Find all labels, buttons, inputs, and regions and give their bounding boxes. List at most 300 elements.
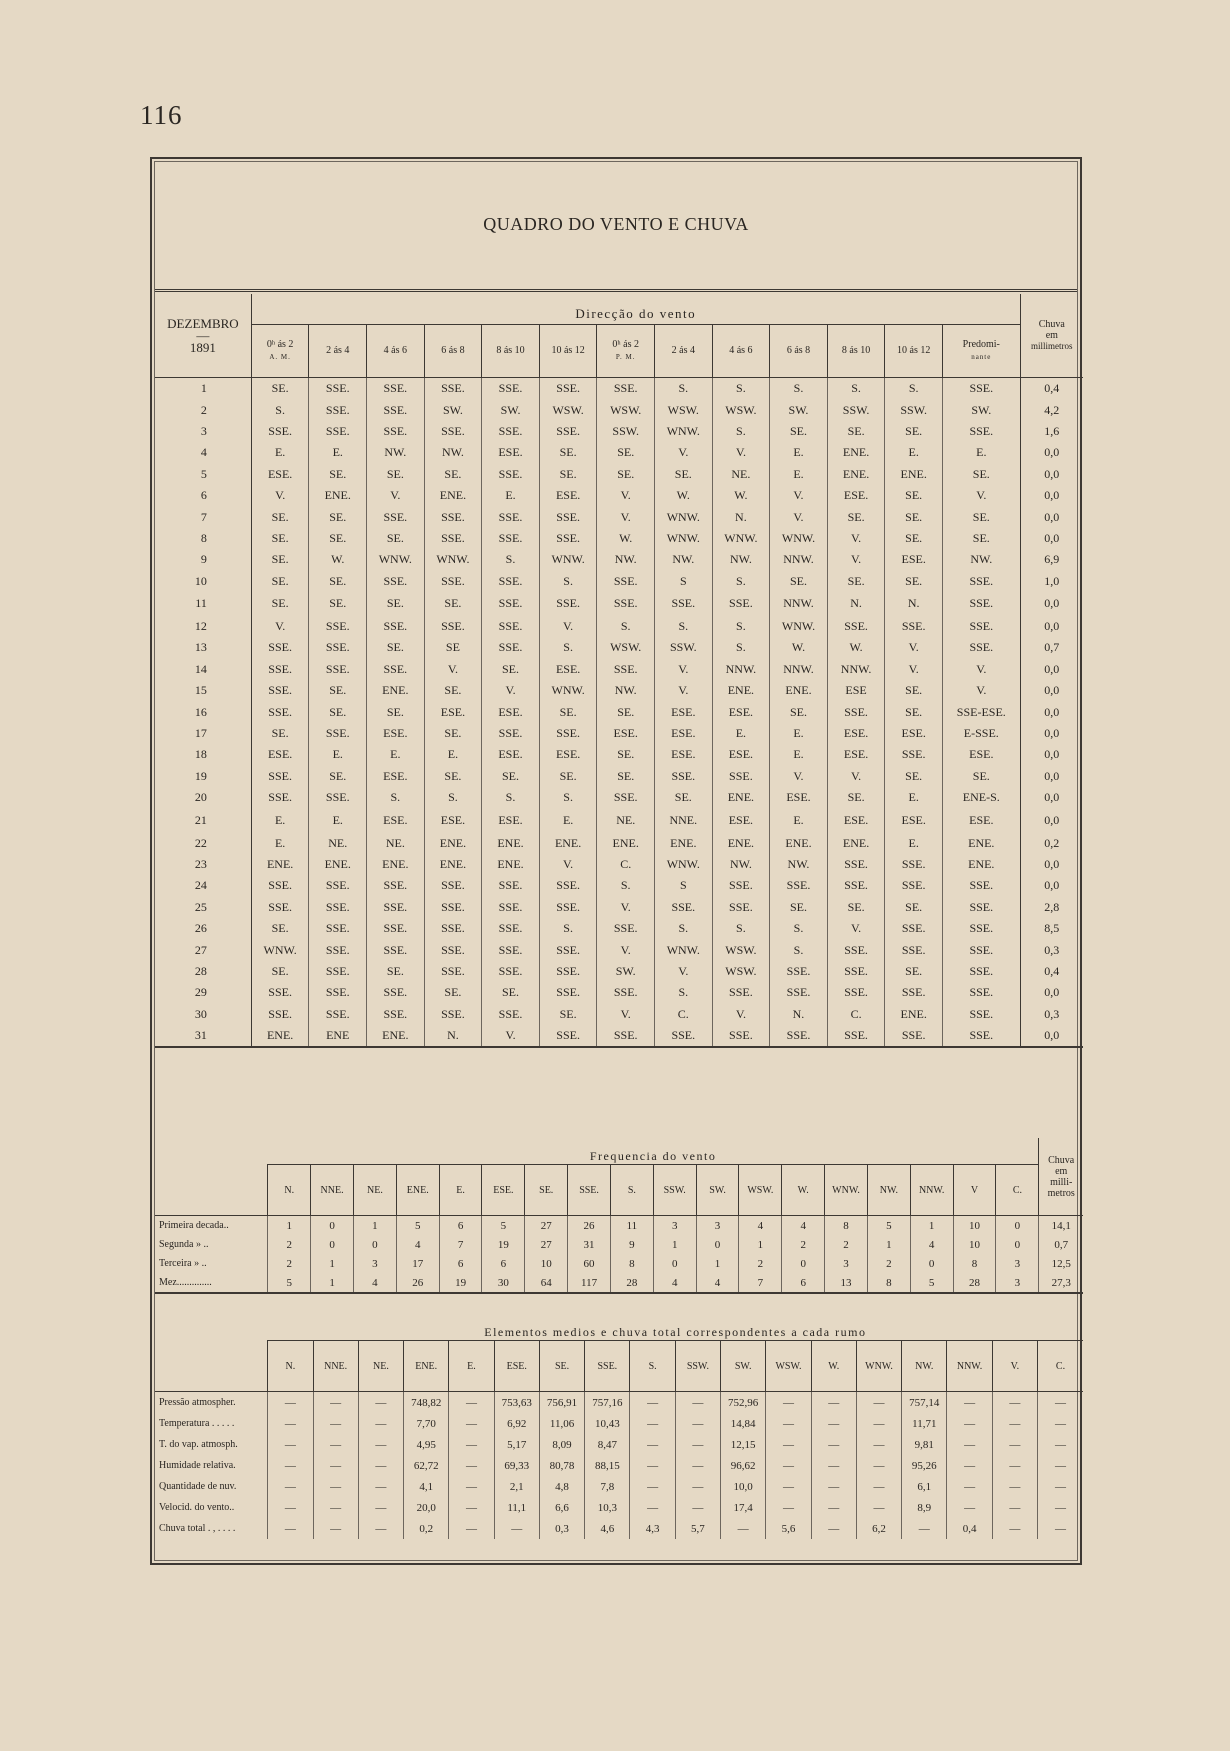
element-cell: — [766, 1497, 811, 1518]
direction-cell: SSE. [482, 897, 540, 918]
frequency-cell: 0 [696, 1235, 739, 1254]
direction-cell: SE. [885, 680, 943, 701]
elements-caption [268, 1318, 1083, 1341]
direction-cell: ESE. [482, 808, 540, 832]
direction-cell: SE. [655, 787, 713, 808]
direction-cell: SSE. [424, 961, 482, 982]
direction-cell: SSE. [942, 378, 1020, 400]
direction-cell: SSE. [482, 875, 540, 896]
frequency-cell: 10 [953, 1216, 996, 1236]
direction-cell: ESE. [712, 744, 770, 765]
rain-header-line2: em [1045, 330, 1058, 341]
frequency-cell: 17 [396, 1254, 439, 1273]
direction-cell: ENE. [712, 787, 770, 808]
direction-cell: SSE. [655, 1025, 713, 1047]
frequency-cell: 64 [525, 1273, 568, 1293]
direction-cell: SSE. [942, 939, 1020, 960]
direction-cell: SSE. [367, 897, 425, 918]
direction-cell: ESE. [367, 808, 425, 832]
direction-cell: SSE. [827, 701, 885, 722]
direction-cell: ENE-S. [942, 787, 1020, 808]
element-cell: 6,2 [856, 1518, 901, 1539]
direction-cell: SSE. [251, 659, 309, 680]
element-cell: — [268, 1413, 313, 1434]
direction-cell: V. [597, 897, 655, 918]
frequency-cell: 5 [867, 1216, 910, 1236]
direction-header: SE. [525, 1165, 568, 1216]
rain-cell: 0,0 [1020, 982, 1083, 1003]
element-cell: — [675, 1413, 720, 1434]
day-cell: 18 [155, 744, 251, 765]
frequency-cell: 4 [696, 1273, 739, 1293]
direction-cell: SSE. [539, 528, 597, 549]
direction-cell: SE. [770, 571, 828, 592]
direction-cell: SSE. [309, 1004, 367, 1025]
direction-cell: SSE. [539, 961, 597, 982]
direction-cell: SE. [885, 961, 943, 982]
direction-cell: SSE. [482, 464, 540, 485]
rain-cell: 0,0 [1020, 680, 1083, 701]
frequency-cell: 6 [439, 1216, 482, 1236]
direction-cell: SE. [655, 464, 713, 485]
direction-cell: SSE. [827, 875, 885, 896]
day-cell: 26 [155, 918, 251, 939]
direction-cell: WNW. [655, 854, 713, 875]
direction-cell: S. [655, 982, 713, 1003]
element-cell: — [1038, 1392, 1084, 1414]
element-cell: — [313, 1476, 358, 1497]
element-cell: — [1038, 1434, 1084, 1455]
rain-cell: 0,3 [1020, 939, 1083, 960]
element-cell: — [721, 1518, 766, 1539]
time-header [827, 325, 885, 378]
direction-header: NNE. [313, 1341, 358, 1392]
direction-cell: S. [712, 571, 770, 592]
direction-cell: ESE. [597, 723, 655, 744]
direction-cell: V. [942, 659, 1020, 680]
day-cell: 11 [155, 592, 251, 616]
direction-cell: V. [251, 485, 309, 506]
table-row [155, 680, 1083, 701]
direction-cell: SSW. [597, 421, 655, 442]
direction-cell: SE. [539, 1004, 597, 1025]
direction-cell: ENE. [424, 485, 482, 506]
frequency-cell: 2 [825, 1235, 868, 1254]
freq-rain-line2: em [1055, 1165, 1068, 1177]
frequency-cell: 0 [354, 1235, 397, 1254]
element-cell: 7,70 [404, 1413, 449, 1434]
wind-elements-table [155, 1318, 1083, 1539]
direction-header: NE. [358, 1341, 403, 1392]
frequency-caption [268, 1138, 1039, 1165]
time-header-main: 0ʰ ás 2 [612, 339, 639, 350]
direction-cell: V. [482, 680, 540, 701]
direction-cell: ENE. [539, 832, 597, 853]
element-cell: — [811, 1392, 856, 1414]
direction-cell: SSE. [597, 918, 655, 939]
rain-cell: 1,6 [1020, 421, 1083, 442]
direction-cell: SW. [942, 399, 1020, 420]
direction-cell: SE. [251, 549, 309, 570]
element-cell: — [766, 1455, 811, 1476]
direction-cell: SE. [367, 637, 425, 658]
table-row [155, 918, 1083, 939]
direction-cell: C. [827, 1004, 885, 1025]
direction-cell: SSE. [309, 918, 367, 939]
frequency-cell: 30 [482, 1273, 525, 1293]
table-row [155, 766, 1083, 787]
direction-cell: ENE. [942, 854, 1020, 875]
frequency-cell: 2 [268, 1235, 311, 1254]
element-cell: 5,6 [766, 1518, 811, 1539]
direction-cell: SSE. [309, 723, 367, 744]
direction-cell: NNW. [712, 659, 770, 680]
element-cell: 4,8 [539, 1476, 584, 1497]
direction-cell: W. [309, 549, 367, 570]
element-cell: — [992, 1497, 1037, 1518]
direction-cell: SSE. [539, 982, 597, 1003]
direction-cell: S. [482, 549, 540, 570]
direction-cell: E-SSE. [942, 723, 1020, 744]
direction-cell: ESE. [655, 701, 713, 722]
element-cell: 756,91 [539, 1392, 584, 1414]
direction-cell: V. [655, 659, 713, 680]
direction-cell: ESE. [424, 808, 482, 832]
element-cell: — [856, 1497, 901, 1518]
element-cell: — [449, 1392, 494, 1414]
direction-cell: SE. [885, 701, 943, 722]
time-header-main: 6 ás 8 [441, 345, 465, 356]
direction-cell: ESE. [712, 808, 770, 832]
direction-cell: SE. [597, 442, 655, 463]
time-header [942, 325, 1020, 378]
direction-cell: SSE. [309, 659, 367, 680]
frequency-cell: 19 [482, 1235, 525, 1254]
day-cell: 30 [155, 1004, 251, 1025]
rain-cell: 0,0 [1020, 506, 1083, 527]
direction-cell: SE. [424, 464, 482, 485]
direction-cell: SE. [539, 442, 597, 463]
direction-cell: S. [712, 421, 770, 442]
direction-cell: SE. [309, 766, 367, 787]
time-header-main: 2 ás 4 [671, 345, 695, 356]
frequency-cell: 1 [311, 1254, 354, 1273]
day-cell: 31 [155, 1025, 251, 1047]
direction-cell: SSE. [942, 897, 1020, 918]
row-label: Segunda » .. [159, 1239, 209, 1250]
time-header [655, 325, 713, 378]
direction-cell: SW. [424, 399, 482, 420]
element-cell: — [766, 1434, 811, 1455]
direction-cell: WNW. [655, 939, 713, 960]
day-cell: 2 [155, 399, 251, 420]
direction-cell: SE. [597, 766, 655, 787]
element-cell: — [1038, 1518, 1084, 1539]
element-cell: — [856, 1392, 901, 1414]
direction-cell: SSE. [309, 939, 367, 960]
direction-cell: SE. [770, 897, 828, 918]
direction-cell: ENE. [770, 680, 828, 701]
element-cell: — [992, 1434, 1037, 1455]
day-cell: 6 [155, 485, 251, 506]
element-cell: — [1038, 1413, 1084, 1434]
direction-cell: E. [251, 832, 309, 853]
direction-cell: SSE. [424, 939, 482, 960]
direction-header: NNW. [947, 1341, 992, 1392]
direction-cell: V. [827, 918, 885, 939]
direction-cell: ENE. [309, 485, 367, 506]
direction-cell: SSE. [885, 875, 943, 896]
time-header-sub: P. M. [615, 353, 636, 361]
direction-cell: SE. [424, 766, 482, 787]
direction-cell: SSE. [367, 506, 425, 527]
time-header [712, 325, 770, 378]
element-cell: — [675, 1392, 720, 1414]
direction-cell: SSE. [712, 982, 770, 1003]
row-label: Terceira » .. [159, 1258, 207, 1269]
direction-cell: SSE. [482, 616, 540, 637]
rain-cell: 1,0 [1020, 571, 1083, 592]
direction-cell: S. [539, 571, 597, 592]
direction-cell: ESE [827, 680, 885, 701]
table-row [155, 421, 1083, 442]
direction-cell: SE. [424, 723, 482, 744]
direction-cell: SSE. [942, 616, 1020, 637]
direction-cell: SSE. [309, 897, 367, 918]
element-cell: — [449, 1497, 494, 1518]
rain-cell: 2,8 [1020, 897, 1083, 918]
direction-cell: SE. [251, 378, 309, 400]
direction-cell: SSE. [367, 875, 425, 896]
direction-cell: ESE. [539, 485, 597, 506]
element-cell: — [313, 1413, 358, 1434]
direction-cell: SSE. [424, 421, 482, 442]
frequency-cell: 8 [953, 1254, 996, 1273]
time-header-main: 2 ás 4 [326, 345, 350, 356]
time-header-main: Predomi- [962, 339, 1000, 350]
direction-header: N. [268, 1165, 311, 1216]
direction-cell: SE. [482, 982, 540, 1003]
frequency-cell: 4 [910, 1235, 953, 1254]
direction-cell: E. [309, 744, 367, 765]
direction-cell: S. [539, 787, 597, 808]
table-row [155, 592, 1083, 616]
direction-cell: SSE. [597, 571, 655, 592]
frequency-cell: 1 [867, 1235, 910, 1254]
month-label: DEZEMBRO [167, 315, 239, 331]
direction-cell: SSE. [367, 421, 425, 442]
direction-cell: NNW. [770, 659, 828, 680]
element-cell: — [313, 1497, 358, 1518]
frequency-cell: 6 [482, 1254, 525, 1273]
rain-cell: 0,7 [1020, 637, 1083, 658]
time-header [482, 325, 540, 378]
direction-cell: SSE. [424, 528, 482, 549]
day-cell: 9 [155, 549, 251, 570]
direction-cell: SSE. [942, 982, 1020, 1003]
table-row [155, 464, 1083, 485]
time-header-main: 10 ás 12 [551, 345, 585, 356]
frequency-cell: 27 [525, 1235, 568, 1254]
freq-rain-line3: milli- [1050, 1176, 1073, 1188]
direction-cell: WNW. [770, 616, 828, 637]
element-cell: — [992, 1476, 1037, 1497]
direction-cell: SSE. [309, 378, 367, 400]
direction-cell: SSE. [885, 939, 943, 960]
row-label: Pressão atmospher. [159, 1397, 236, 1408]
month-year-header [155, 294, 251, 378]
direction-cell: S. [482, 787, 540, 808]
element-cell: — [947, 1476, 992, 1497]
direction-cell: S. [712, 918, 770, 939]
direction-cell: ESE. [482, 701, 540, 722]
element-cell: — [856, 1476, 901, 1497]
direction-cell: SSE. [712, 897, 770, 918]
direction-cell: SSE. [251, 897, 309, 918]
direction-header: W. [811, 1341, 856, 1392]
element-cell: 5,17 [494, 1434, 539, 1455]
table-row [155, 1025, 1083, 1047]
direction-header: E. [449, 1341, 494, 1392]
element-cell: — [947, 1434, 992, 1455]
table-row [155, 442, 1083, 463]
rain-cell: 0,0 [1020, 485, 1083, 506]
time-header-main: 4 ás 6 [729, 345, 753, 356]
frequency-cell: 1 [696, 1254, 739, 1273]
direction-cell: SSE. [251, 982, 309, 1003]
frequency-cell: 60 [568, 1254, 611, 1273]
element-cell: — [947, 1392, 992, 1414]
direction-header: ESE. [482, 1165, 525, 1216]
frequency-cell: 4 [782, 1216, 825, 1236]
frequency-cell: 3 [653, 1216, 696, 1236]
direction-cell: ESE. [424, 701, 482, 722]
day-cell: 24 [155, 875, 251, 896]
direction-cell: V. [597, 485, 655, 506]
element-cell: — [947, 1413, 992, 1434]
element-cell: 6,6 [539, 1497, 584, 1518]
day-cell: 28 [155, 961, 251, 982]
direction-cell: V. [597, 939, 655, 960]
direction-cell: N. [827, 592, 885, 616]
time-header [770, 325, 828, 378]
direction-cell: WNW. [712, 528, 770, 549]
direction-cell: SE. [309, 464, 367, 485]
direction-cell: SE. [367, 592, 425, 616]
time-header [309, 325, 367, 378]
direction-cell: NW. [712, 549, 770, 570]
element-cell: — [811, 1497, 856, 1518]
table-row [155, 485, 1083, 506]
frequency-cell: 4 [354, 1273, 397, 1293]
direction-header: WSW. [766, 1341, 811, 1392]
direction-cell: V. [712, 442, 770, 463]
frequency-rain-header [1039, 1138, 1083, 1216]
frequency-cell: 1 [354, 1216, 397, 1236]
direction-cell: SE. [251, 506, 309, 527]
time-header-sub: A. M. [269, 353, 291, 361]
frequency-cell: 7 [439, 1235, 482, 1254]
frequency-cell: 28 [953, 1273, 996, 1293]
direction-cell: E. [424, 744, 482, 765]
element-cell: — [630, 1476, 675, 1497]
table-row [155, 897, 1083, 918]
time-header-main: 10 ás 12 [897, 345, 931, 356]
direction-cell: ESE. [770, 787, 828, 808]
direction-cell: SSE. [770, 875, 828, 896]
wind-frequency-table [155, 1138, 1083, 1294]
direction-cell: W. [712, 485, 770, 506]
direction-cell: SSE. [251, 680, 309, 701]
element-cell: — [449, 1518, 494, 1539]
time-header-main: 6 ás 8 [786, 345, 811, 356]
title-block [155, 162, 1077, 292]
table-row [155, 1216, 1083, 1236]
element-cell: 17,4 [721, 1497, 766, 1518]
direction-cell: S. [712, 378, 770, 400]
rain-header [1020, 294, 1083, 378]
frequency-cell: 10 [953, 1235, 996, 1254]
direction-cell: SSE. [482, 378, 540, 400]
frequency-cell: 5 [396, 1216, 439, 1236]
direction-cell: WSW. [539, 399, 597, 420]
direction-cell: V. [942, 485, 1020, 506]
rain-header-line3: millimetros [1031, 341, 1073, 351]
direction-cell: SE. [309, 571, 367, 592]
direction-cell: SE. [367, 464, 425, 485]
direction-cell: SSE. [482, 571, 540, 592]
direction-cell: V. [770, 766, 828, 787]
direction-cell: SSE. [827, 616, 885, 637]
rain-cell: 0,0 [1020, 808, 1083, 832]
direction-cell: SSE. [251, 637, 309, 658]
direction-cell: SE. [251, 571, 309, 592]
element-cell: — [811, 1413, 856, 1434]
direction-cell: ESE. [655, 744, 713, 765]
element-cell: 6,92 [494, 1413, 539, 1434]
frequency-cell: 31 [568, 1235, 611, 1254]
direction-cell: SE. [251, 528, 309, 549]
element-cell: 80,78 [539, 1455, 584, 1476]
element-cell: — [675, 1434, 720, 1455]
direction-cell: ESE. [482, 442, 540, 463]
direction-cell: SSE. [655, 592, 713, 616]
direction-header: NW. [867, 1165, 910, 1216]
direction-cell: SE. [827, 787, 885, 808]
direction-cell: SSE. [367, 616, 425, 637]
direction-cell: SSE. [539, 1025, 597, 1047]
frequency-cell: 2 [782, 1235, 825, 1254]
element-cell: 11,06 [539, 1413, 584, 1434]
frequency-caption-text: Frequencia do vento [589, 1149, 717, 1163]
direction-cell: SSE. [309, 637, 367, 658]
element-cell: — [313, 1392, 358, 1414]
direction-cell: SSE. [539, 939, 597, 960]
direction-cell: ESE. [885, 549, 943, 570]
direction-cell: SE. [539, 701, 597, 722]
direction-header: SSW. [653, 1165, 696, 1216]
table-row [155, 1254, 1083, 1273]
day-cell: 13 [155, 637, 251, 658]
direction-cell: SSE. [424, 918, 482, 939]
direction-cell: SSE. [482, 918, 540, 939]
direction-cell: SSE. [885, 616, 943, 637]
row-label: Chuva total . , . . . . [159, 1523, 236, 1534]
frequency-cell: 0 [996, 1235, 1039, 1254]
row-label: Quantidade de nuv. [159, 1481, 237, 1492]
frequency-cell: 1 [653, 1235, 696, 1254]
direction-header: NNE. [311, 1165, 354, 1216]
